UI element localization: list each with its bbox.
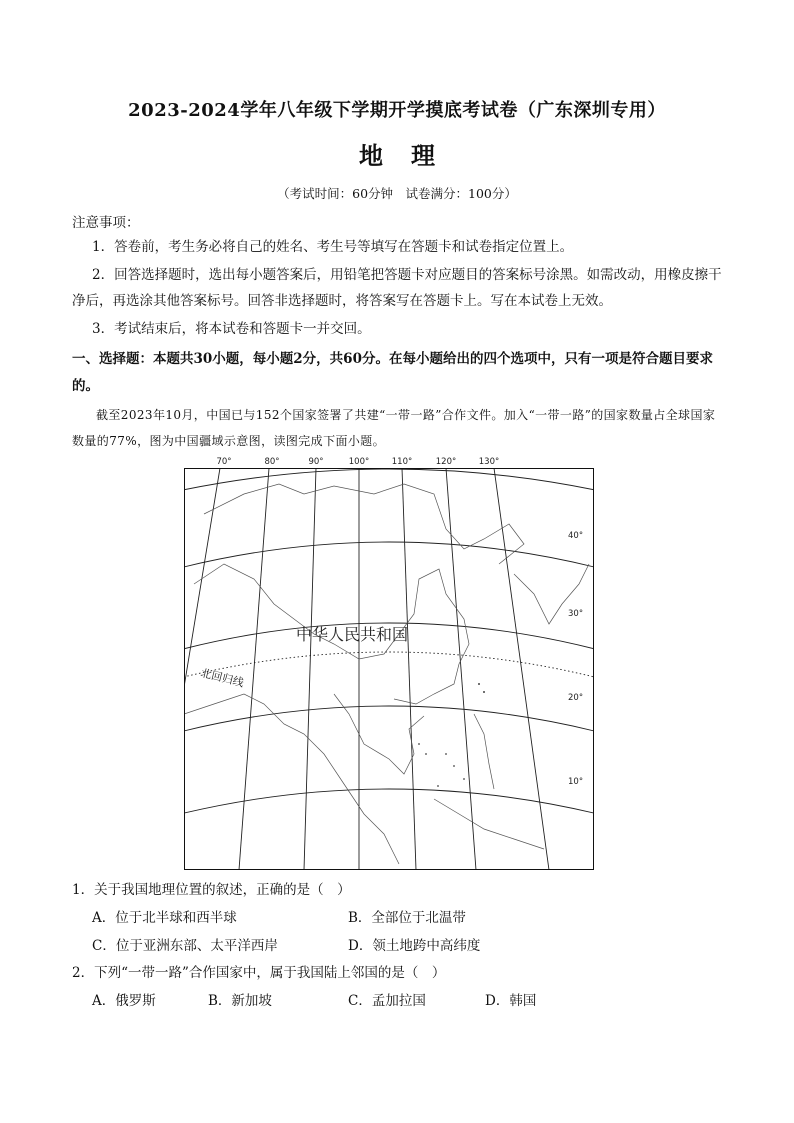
question-1-option-c: C．位于亚洲东部、太平洋西岸	[92, 938, 278, 954]
tropic-label: 北回归线	[199, 666, 246, 690]
longitude-line-110	[402, 468, 416, 870]
lat-label-30: 30°	[568, 609, 584, 619]
lat-label-20: 20°	[568, 693, 584, 703]
note-item-3: 3．考试结束后，将本试卷和答题卡一并交回。	[92, 321, 371, 337]
latitude-line-40	[184, 542, 594, 572]
latitude-line-20	[184, 706, 594, 736]
question-2-stem: 2．下列“一带一路”合作国家中，属于我国陆上邻国的是（ ）	[72, 965, 446, 981]
latitude-line-10	[184, 789, 594, 818]
lon-label-90: 90°	[308, 457, 324, 467]
note-item-2: 2．回答选择题时，选出每小题答案后，用铅笔把答题卡对应题目的答案标号涂黑。如需改动，用橡皮擦干净后，再选涂其他答案标号。回答非选择题时，将答案写在答题卡上。写在本试卷上无效。	[72, 267, 722, 309]
lon-label-110: 110°	[391, 457, 413, 467]
tropic-of-cancer-line	[184, 652, 594, 682]
lon-label-70: 70°	[216, 457, 232, 467]
question-2-option-a: A．俄罗斯	[92, 993, 156, 1009]
intro-paragraph: 截至2023年10月，中国已与152个国家签署了共建“一带一路”合作文件。加入“一带一路”的国家数量占全球国家数量的77%，图为中国疆域示意图，读图完成下面小题。	[72, 408, 716, 448]
exam-title: 2023-2024学年八年级下学期开学摸底考试卷（广东深圳专用）	[128, 100, 666, 121]
question-1-option-a: A．位于北半球和西半球	[92, 910, 237, 926]
question-1-option-d: D．领土地跨中高纬度	[348, 938, 481, 954]
longitude-line-120	[446, 468, 476, 870]
subject-title: 地理	[359, 141, 463, 170]
question-2-option-d: D．韩国	[485, 993, 537, 1009]
section-heading: 一、选择题：本题共30小题，每小题2分，共60分。在每小题给出的四个选项中，只有一项是符合题目要求的。	[72, 351, 713, 394]
latitude-line-50	[184, 469, 594, 494]
question-1-option-b: B．全部位于北温带	[348, 910, 466, 926]
question-1-stem: 1．关于我国地理位置的叙述，正确的是（ ）	[72, 882, 351, 898]
china-territory-map	[184, 454, 594, 870]
lon-label-130: 130°	[478, 457, 500, 467]
lon-label-80: 80°	[264, 457, 280, 467]
lat-label-10: 10°	[568, 777, 584, 787]
lat-label-40: 40°	[568, 531, 584, 541]
note-item-1: 1．答卷前，考生务必将自己的姓名、考生号等填写在答题卡和试卷指定位置上。	[92, 239, 574, 255]
country-label: 中华人民共和国	[296, 625, 409, 644]
exam-info: （考试时间：60分钟 试卷满分：100分）	[277, 186, 517, 201]
lon-label-120: 120°	[435, 457, 457, 467]
lon-label-100: 100°	[348, 457, 370, 467]
notes-label: 注意事项：	[72, 215, 140, 231]
question-2-option-c: C．孟加拉国	[348, 993, 426, 1009]
question-2-option-b: B．新加坡	[208, 993, 272, 1009]
longitude-line-80	[239, 468, 269, 870]
longitude-line-90	[304, 468, 316, 870]
